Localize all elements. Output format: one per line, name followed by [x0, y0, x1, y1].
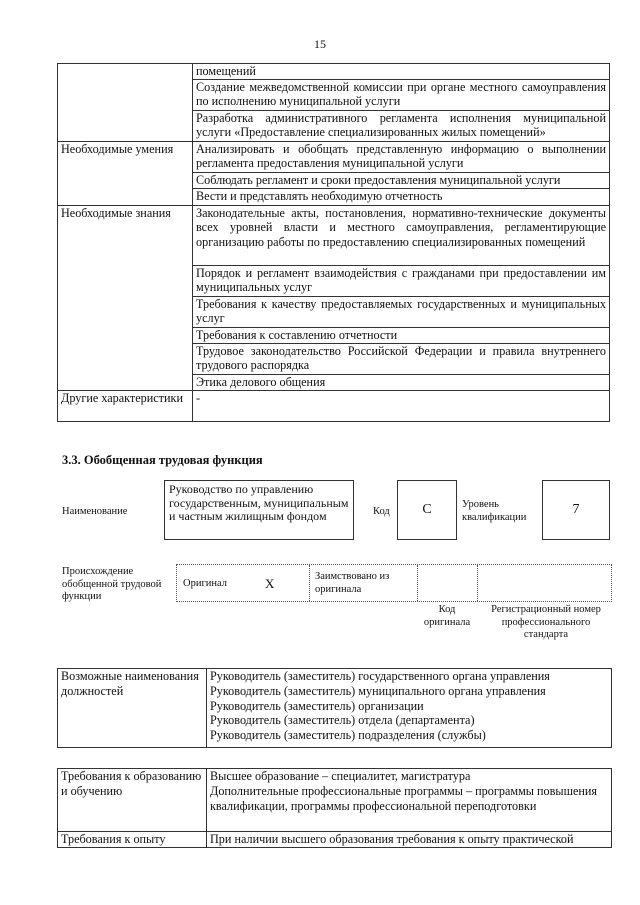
table-cell: Законодательные акты, постановления, нормативно-технические документы всех уровней власти и местного самоуправления, регламентирующие организацию работы по предоставлению специализированных помещений: [193, 205, 610, 265]
code-caption: Код оригинала: [423, 604, 471, 628]
level-value-box: 7: [542, 480, 610, 540]
education-list: [207, 769, 612, 832]
table-cell: Соблюдать регламент и сроки предоставления муниципальной услуги: [193, 172, 610, 188]
table-cell: Порядок и регламент взаимодействия с гражданами при предоставлении им муниципальных услуг: [193, 265, 610, 296]
education-label: Требования к образованию и обучению: [58, 769, 207, 832]
function-name-box: Руководство по управлению государственным, муниципальным и частным жилищным фондом: [164, 480, 354, 540]
row-label: Необходимые умения: [58, 141, 193, 205]
grid-divider: [417, 565, 419, 601]
reg-caption: Регистрационный номер профессионального стандарта: [491, 604, 601, 640]
origin-label: Происхождение обобщенной трудовой функции: [62, 566, 162, 602]
code-value-box: С: [397, 480, 457, 540]
name-label: Наименование: [62, 506, 128, 517]
table-row: [58, 390, 610, 421]
section-title: 3.3. Обобщенная трудовая функция: [62, 453, 263, 467]
list-item: Руководитель (заместитель) отдела (департамента): [210, 713, 475, 728]
origin-grid: [176, 564, 612, 602]
list-item: Руководитель (заместитель) государственного органа управления: [210, 669, 550, 683]
list-item: Руководитель (заместитель) подразделения (службы): [210, 728, 486, 743]
positions-label: Возможные наименования должностей: [58, 669, 207, 748]
table-cell: Требования к составлению отчетности: [193, 327, 610, 343]
row-label: Другие характеристики: [58, 390, 193, 421]
experience-value: При наличии высшего образования требования к опыту практической: [207, 832, 612, 848]
experience-label: Требования к опыту: [58, 832, 207, 848]
table-row: [58, 141, 610, 172]
original-mark: X: [265, 576, 275, 591]
table-row: [58, 669, 612, 748]
list-item: Дополнительные профессиональные программы – программы повышения квалификации, программы профессиональной переподготовки: [210, 783, 598, 813]
row-label: [58, 64, 193, 142]
level-label: Уровень квалификации: [462, 499, 527, 523]
requirements-table: [57, 768, 612, 848]
table-row: [58, 64, 610, 80]
list-item: Руководитель (заместитель) организации: [210, 698, 424, 713]
table-row: [58, 769, 612, 832]
list-item: Руководитель (заместитель) муниципального органа управления: [210, 683, 546, 698]
original-label: Оригинал: [183, 578, 227, 589]
table-cell: Этика делового общения: [193, 374, 610, 390]
table-row: [58, 205, 610, 265]
table-cell: помещений: [193, 64, 610, 80]
competency-table: [57, 63, 610, 422]
borrowed-label: Заимствовано из оригинала: [315, 571, 390, 595]
table-cell: -: [193, 390, 610, 421]
table-cell: Создание межведомственной комиссии при органе местного самоуправления по исполнению муниципальной услуги: [193, 79, 610, 110]
positions-table: [57, 668, 612, 748]
grid-divider: [309, 565, 311, 601]
table-cell: Трудовое законодательство Российской Федерации и правила внутреннего трудового распорядка: [193, 343, 610, 374]
page-number: 15: [314, 37, 326, 51]
positions-list: [207, 669, 612, 748]
table-cell: Разработка административного регламента исполнения муниципальной услуги «Предоставление специализированных жилых помещений»: [193, 110, 610, 141]
row-label: Необходимые знания: [58, 205, 193, 390]
table-cell: Анализировать и обобщать представленную информацию о выполнении регламента предоставления муниципальной услуги: [193, 141, 610, 172]
list-item: Высшее образование – специалитет, магистратура: [210, 769, 471, 783]
table-cell: Вести и представлять необходимую отчетность: [193, 188, 610, 205]
table-row: [58, 832, 612, 848]
code-label: Код: [373, 506, 390, 517]
table-cell: Требования к качеству предоставляемых государственных и муниципальных услуг: [193, 296, 610, 327]
grid-divider: [477, 565, 479, 601]
